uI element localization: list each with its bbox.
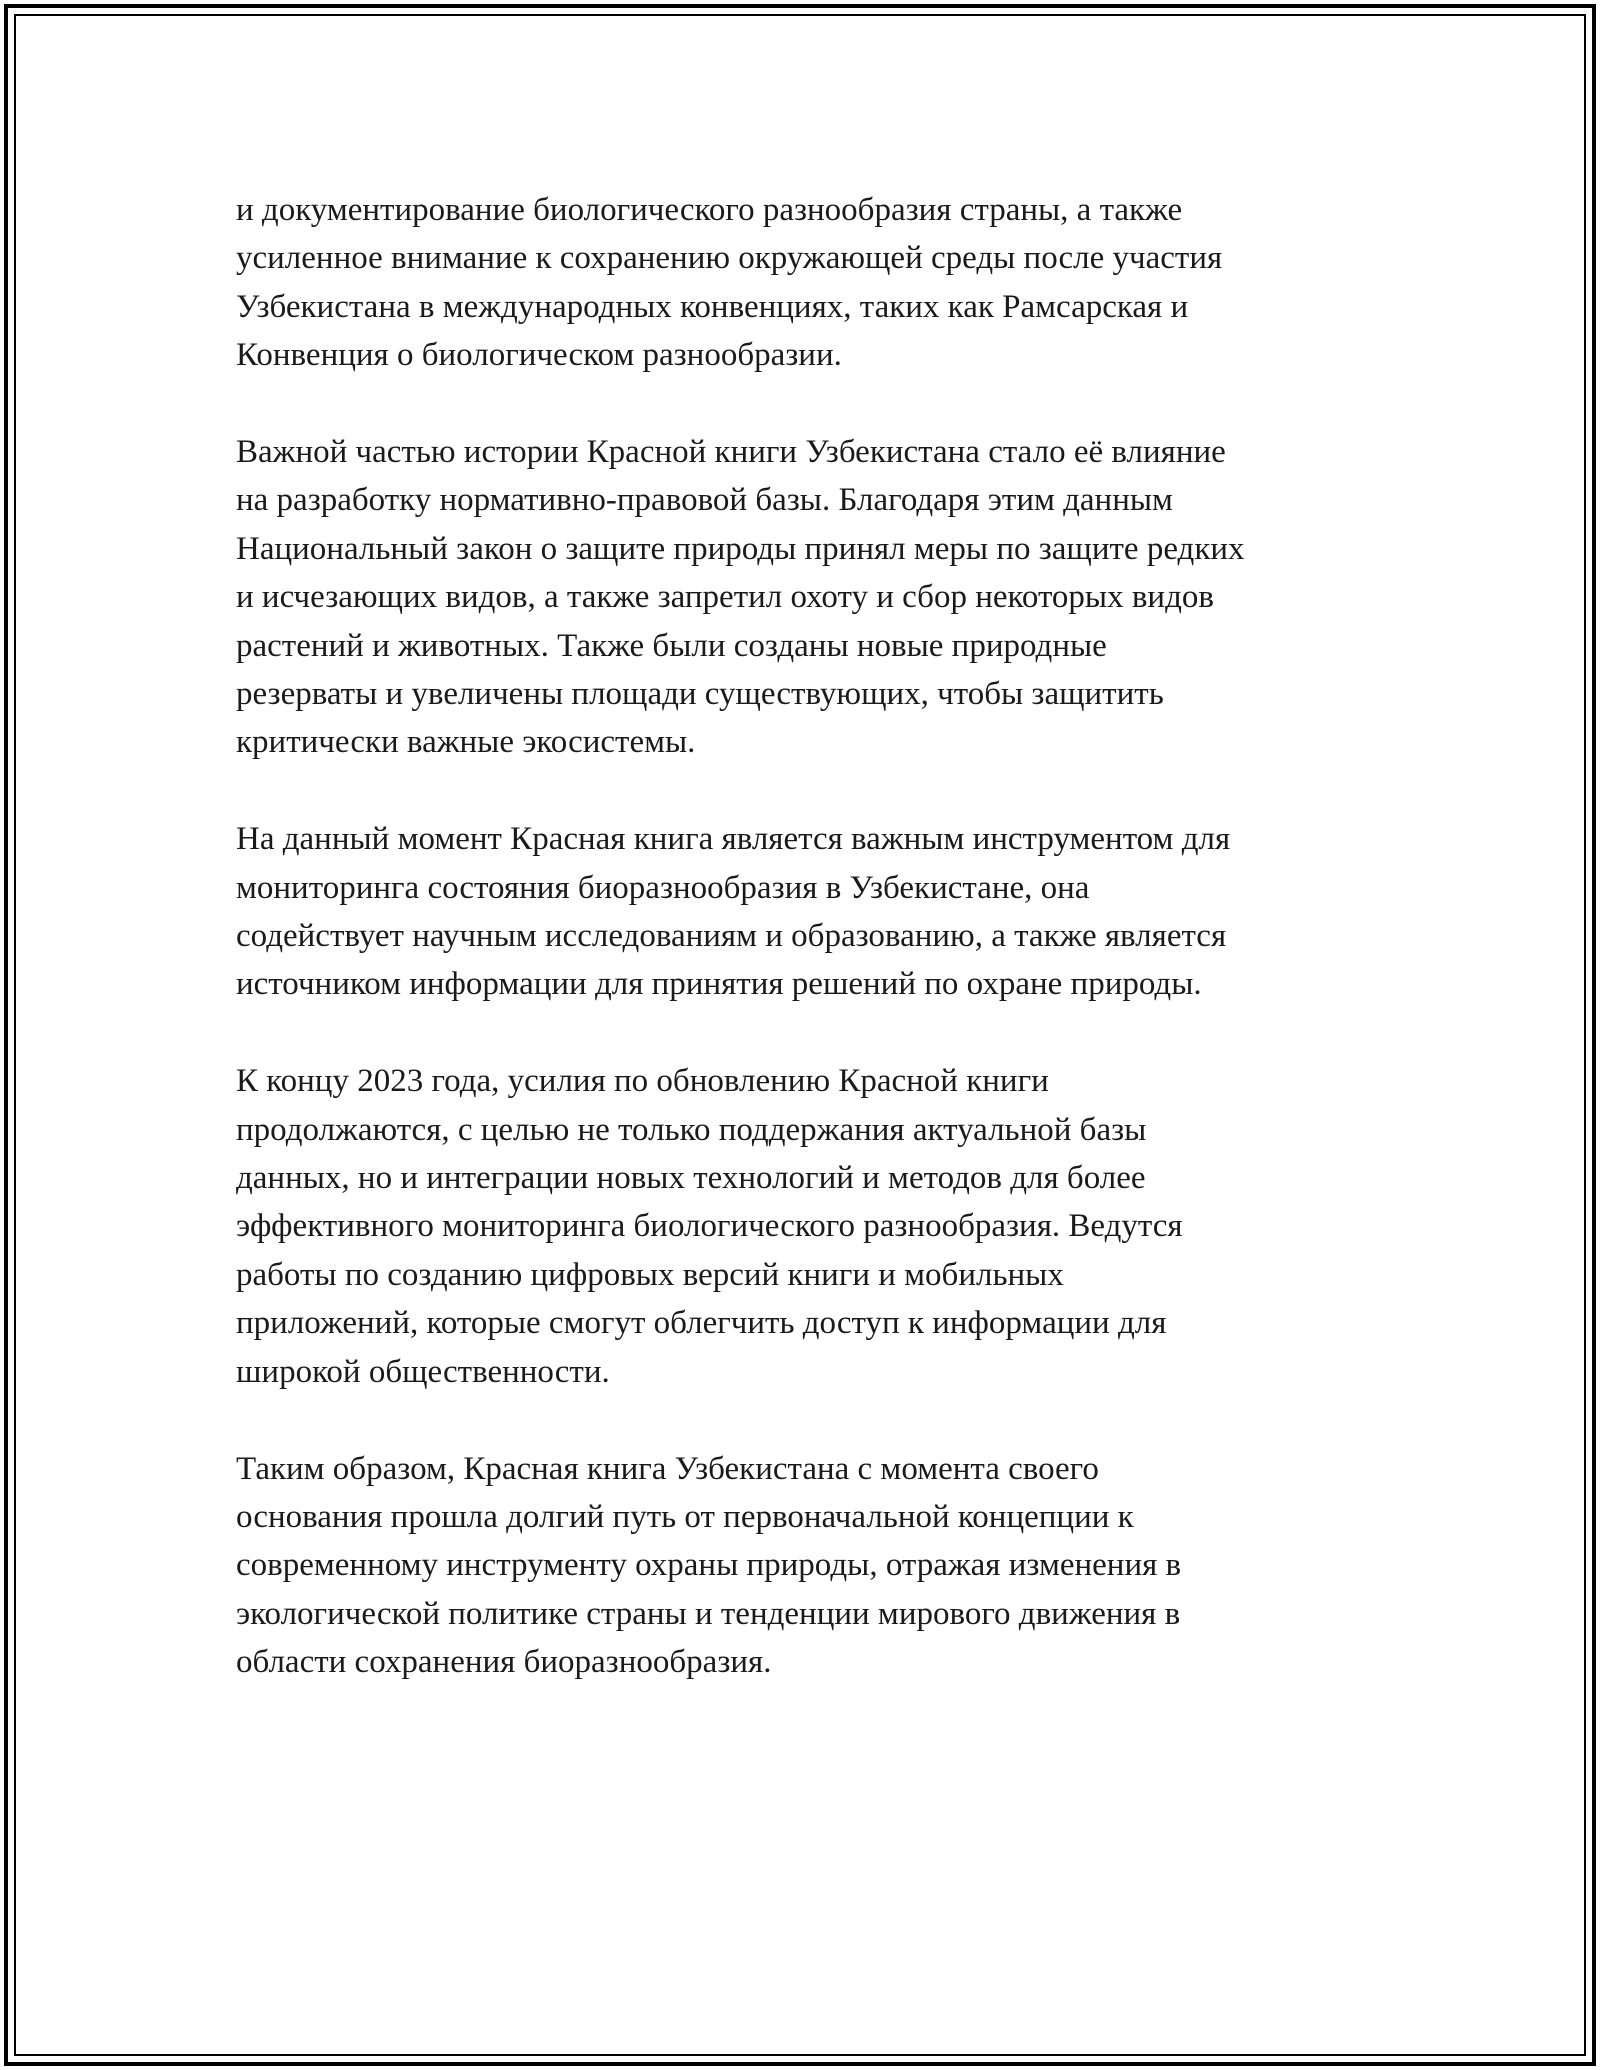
text-line: области сохранения биоразнообразия. (236, 1644, 772, 1681)
text-line: широкой общественности. (236, 1353, 610, 1390)
text-line: основания прошла долгий путь от первоначальной концепции к (236, 1498, 1134, 1535)
text-line: современному инструменту охраны природы, отражая изменения в (236, 1547, 1182, 1584)
paragraph-3 (236, 815, 1376, 1009)
paragraph-1 (236, 186, 1376, 380)
text-line: Национальный закон о защите природы принял меры по защите редких (236, 530, 1245, 567)
text-line: усиленное внимание к сохранению окружающей среды после участия (236, 240, 1223, 277)
document-body (236, 186, 1376, 1735)
text-line: критически важные экосистемы. (236, 724, 696, 761)
text-line: мониторинга состояния биоразнообразия в Узбекистане, она (236, 869, 1090, 906)
text-line: растений и животных. Также были созданы новые природные (236, 627, 1107, 664)
text-line: эффективного мониторинга биологического разнообразия. Ведутся (236, 1208, 1183, 1245)
paragraph-2 (236, 428, 1376, 767)
text-line: Конвенция о биологическом разнообразии. (236, 337, 842, 374)
text-line: на разработку нормативно-правовой базы. Благодаря этим данным (236, 482, 1173, 519)
text-line: резерваты и увеличены площади существующих, чтобы защитить (236, 676, 1164, 713)
text-line: и исчезающих видов, а также запретил охоту и сбор некоторых видов (236, 579, 1214, 616)
text-line: данных, но и интеграции новых технологий и методов для более (236, 1160, 1146, 1197)
text-line: и документирование биологического разнообразия страны, а также (236, 192, 1183, 228)
text-line: приложений, которые смогут облегчить доступ к информации для (236, 1305, 1167, 1342)
paragraph-4 (236, 1057, 1376, 1396)
text-line: экологической политике страны и тенденции мирового движения в (236, 1595, 1181, 1632)
text-line: На данный момент Красная книга является важным инструментом для (236, 821, 1231, 858)
text-line: источником информации для принятия решений по охране природы. (236, 966, 1202, 1003)
text-line: Таким образом, Красная книга Узбекистана с момента своего (236, 1450, 1099, 1487)
text-line: содействует научным исследованиям и образованию, а также является (236, 918, 1227, 955)
text-line: продолжаются, с целью не только поддержания актуальной базы (236, 1111, 1147, 1148)
text-line: работы по созданию цифровых версий книги и мобильных (236, 1256, 1064, 1293)
text-line: К концу 2023 года, усилия по обновлению Красной книги (236, 1063, 1049, 1100)
text-line: Важной частью истории Красной книги Узбекистана стало её влияние (236, 434, 1226, 471)
text-line: Узбекистана в международных конвенциях, таких как Рамсарская и (236, 288, 1189, 325)
paragraph-5 (236, 1445, 1376, 1687)
